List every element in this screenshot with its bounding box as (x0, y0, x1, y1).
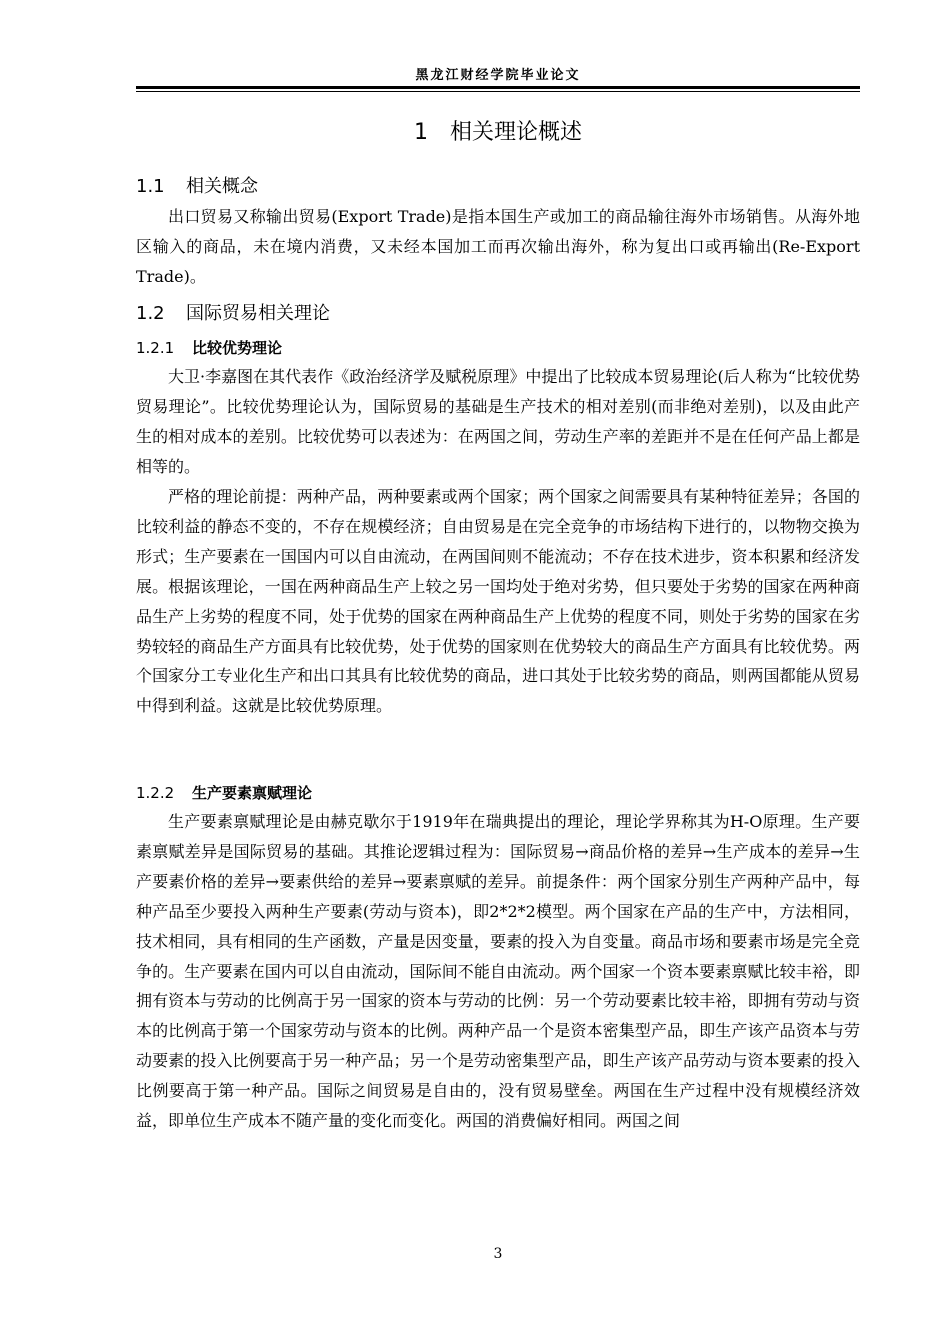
header-rule-thin (136, 91, 860, 92)
paragraph-export-definition: 出口贸易又称输出贸易(Export Trade)是指本国生产或加工的商品输往海外市场销售。从海外地区输入的商品，未在境内消费，又未经本国加工而再次输出海外，称为复出口或再输出(Re-Export Trade)。 (136, 207, 860, 286)
subsection-number: 1.2.2 (136, 784, 175, 802)
subsection-heading-1-2-2 (136, 782, 312, 803)
paragraph-factor-endowment: 生产要素禀赋理论是由赫克歇尔于1919年在瑞典提出的理论，理论学界称其为H-O原理。生产要素禀赋差异是国际贸易的基础。其推论逻辑过程为：国际贸易→商品价格的差异→生产成本的差异→生产要素价格的差异→要素供给的差异→要素禀赋的差异。前提条件：两个国家分别生产两种产品中，每种产品至少要投入两种生产要素(劳动与资本)，即2*2*2模型。两个国家在产品的生产中，方法相同，技术相同，具有相同的生产函数，产量是因变量，要素的投入为自变量。商品市场和要素市场是完全竞争的。生产要素在国内可以自由流动，国际间不能自由流动。两个国家一个资本要素禀赋比较丰裕，即拥有资本与劳动的比例高于另一国家的资本与劳动的比例：另一个劳动要素比较丰裕，即拥有劳动与资本的比例高于第一个国家劳动与资本的比例。两种产品一个是资本密集型产品，即生产该产品资本与劳动要素的投入比例要高于另一种产品；另一个是劳动密集型产品，即生产该产品劳动与资本要素的投入比例要高于第一种产品。国际之间贸易是自由的，没有贸易壁垒。两国在生产过程中没有规模经济效益，即单位生产成本不随产量的变化而变化。两国的消费偏好相同。两国之间 (136, 812, 860, 1131)
header-rule-thick (136, 86, 860, 89)
subsection-heading-1-2-1 (136, 337, 282, 358)
subsection-title: 生产要素禀赋理论 (192, 784, 313, 802)
paragraph-comparative-advantage: 大卫·李嘉图在其代表作《政治经济学及赋税原理》中提出了比较成本贸易理论(后人称为“比较优势贸易理论”。比较优势理论认为，国际贸易的基础是生产技术的相对差别(而非绝对差别)，以及由此产生的相对成本的差别。比较优势可以表述为：在两国之间，劳动生产率的差距并不是在任何产品上都是相等的。 (136, 367, 860, 476)
subsection-number: 1.2.1 (136, 339, 175, 357)
section-number: 1.2 (136, 303, 165, 324)
section-title: 相关概念 (186, 176, 258, 197)
chapter-heading (136, 115, 860, 146)
page-number: 3 (493, 1246, 503, 1262)
chapter-number: 1 (413, 120, 428, 145)
section-number: 1.1 (136, 176, 165, 197)
running-header: 黑龙江财经学院毕业论文 (415, 68, 581, 83)
paragraph-assumptions: 严格的理论前提：两种产品，两种要素或两个国家；两个国家之间需要具有某种特征差异；各国的比较利益的静态不变的，不存在规模经济；自由贸易是在完全竞争的市场结构下进行的，以物物交换为形式；生产要素在一国国内可以自由流动，在两国间则不能流动；不存在技术进步，资本积累和经济发展。根据该理论，一国在两种商品生产上较之另一国均处于绝对劣势，但只要处于劣势的国家在两种商品生产上劣势的程度不同，处于优势的国家在两种商品生产上优势的程度不同，则处于劣势的国家在劣势较轻的商品生产方面具有比较优势，处于优势的国家则在优势较大的商品生产方面具有比较优势。两个国家分工专业化生产和出口其具有比较优势的商品，进口其处于比较劣势的商品，则两国都能从贸易中得到利益。这就是比较优势原理。 (136, 487, 860, 716)
chapter-title: 相关理论概述 (449, 120, 582, 145)
section-heading-1-2 (136, 299, 330, 325)
section-heading-1-1 (136, 172, 258, 198)
section-title: 国际贸易相关理论 (186, 303, 330, 324)
subsection-title: 比较优势理论 (192, 339, 283, 357)
